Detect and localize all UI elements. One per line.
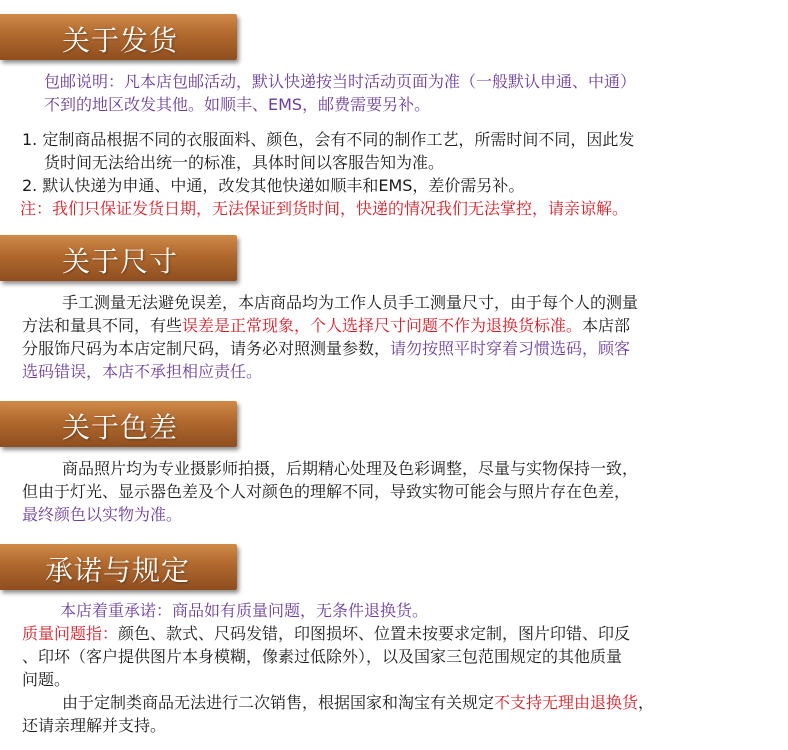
size-line2-b: 误差是正常现象，个人选择尺寸问题不作为退换货标准。	[182, 316, 583, 335]
section-header-shipping	[0, 14, 237, 60]
shipping-intro-line2: 不到的地区改发其他。如顺丰、EMS，邮费需要另补。	[44, 95, 431, 114]
promise-line5	[22, 691, 774, 714]
color-line1: 商品照片均为专业摄影师拍摄，后期精心处理及色彩调整，尽量与实物保持一致，	[62, 459, 639, 478]
shipping-list	[22, 128, 774, 220]
shipping-item-1-line1: 1. 定制商品根据不同的衣服面料、颜色，会有不同的制作工艺，所需时间不同，因此发	[22, 130, 635, 149]
section-title-shipping: 关于发货	[62, 24, 179, 57]
promise-line2	[22, 622, 774, 645]
size-paragraph	[22, 291, 774, 383]
section-header-color	[0, 401, 237, 447]
promise-paragraph	[22, 599, 774, 737]
shipping-intro	[22, 70, 774, 116]
promise-line2-label: 质量问题指：	[22, 624, 119, 643]
section-title-color: 关于色差	[62, 411, 179, 444]
size-line3-b: 请勿按照平时穿着习惯选码，顾客	[390, 339, 631, 358]
shipping-note: 注：我们只保证发货日期，无法保证到货时间，快递的情况我们无法掌控，请亲谅解。	[20, 199, 629, 218]
section-header-promise	[0, 544, 237, 590]
promise-line4: 问题。	[22, 670, 71, 689]
shipping-item-1-line2: 货时间无法给出统一的标准，具体时间以客服告知为准。	[44, 153, 445, 172]
color-line2: 但由于灯光、显示器色差及个人对颜色的理解不同，导致实物可能会与照片存在色差，	[22, 482, 631, 501]
promise-line5-b: 不支持无理由退换货	[494, 693, 639, 712]
shipping-intro-line1: 包邮说明：凡本店包邮活动，默认快递按当时活动页面为准（一般默认申通、中通）	[44, 72, 637, 91]
size-line2-a: 方法和量具不同，有些	[22, 316, 183, 335]
promise-line1: 本店着重承诺：商品如有质量问题，无条件退换货。	[60, 601, 429, 620]
size-line4: 选码错误，本店不承担相应责任。	[22, 362, 263, 381]
section-title-size: 关于尺寸	[62, 245, 179, 278]
size-line1: 手工测量无法避免误差，本店商品均为工作人员手工测量尺寸，由于每个人的测量	[62, 293, 639, 312]
color-paragraph	[22, 457, 774, 526]
promise-line3: 、印坏（客户提供图片本身模糊，像素过低除外），以及国家三包范围规定的其他质量	[22, 647, 623, 666]
promise-line5-a: 由于定制类商品无法进行二次销售，根据国家和淘宝有关规定	[62, 693, 495, 712]
size-line3-a: 分服饰尺码为本店定制尺码，请务必对照测量参数，	[22, 339, 391, 358]
promise-line2-text: 颜色、款式、尺码发错，印图损坏、位置未按要求定制，图片印错、印反	[118, 624, 631, 643]
size-line2-c: 本店部	[582, 316, 631, 335]
promise-line5-c: ，	[638, 693, 655, 712]
size-line2	[22, 314, 774, 337]
section-title-promise: 承诺与规定	[45, 554, 191, 587]
size-line3	[22, 337, 774, 360]
promise-line6: 还请亲理解并支持。	[22, 716, 167, 735]
section-header-size	[0, 235, 237, 281]
color-line3: 最终颜色以实物为准。	[22, 505, 183, 524]
shipping-item-2: 2. 默认快递为申通、中通，改发其他快递如顺丰和EMS，差价需另补。	[22, 176, 525, 195]
